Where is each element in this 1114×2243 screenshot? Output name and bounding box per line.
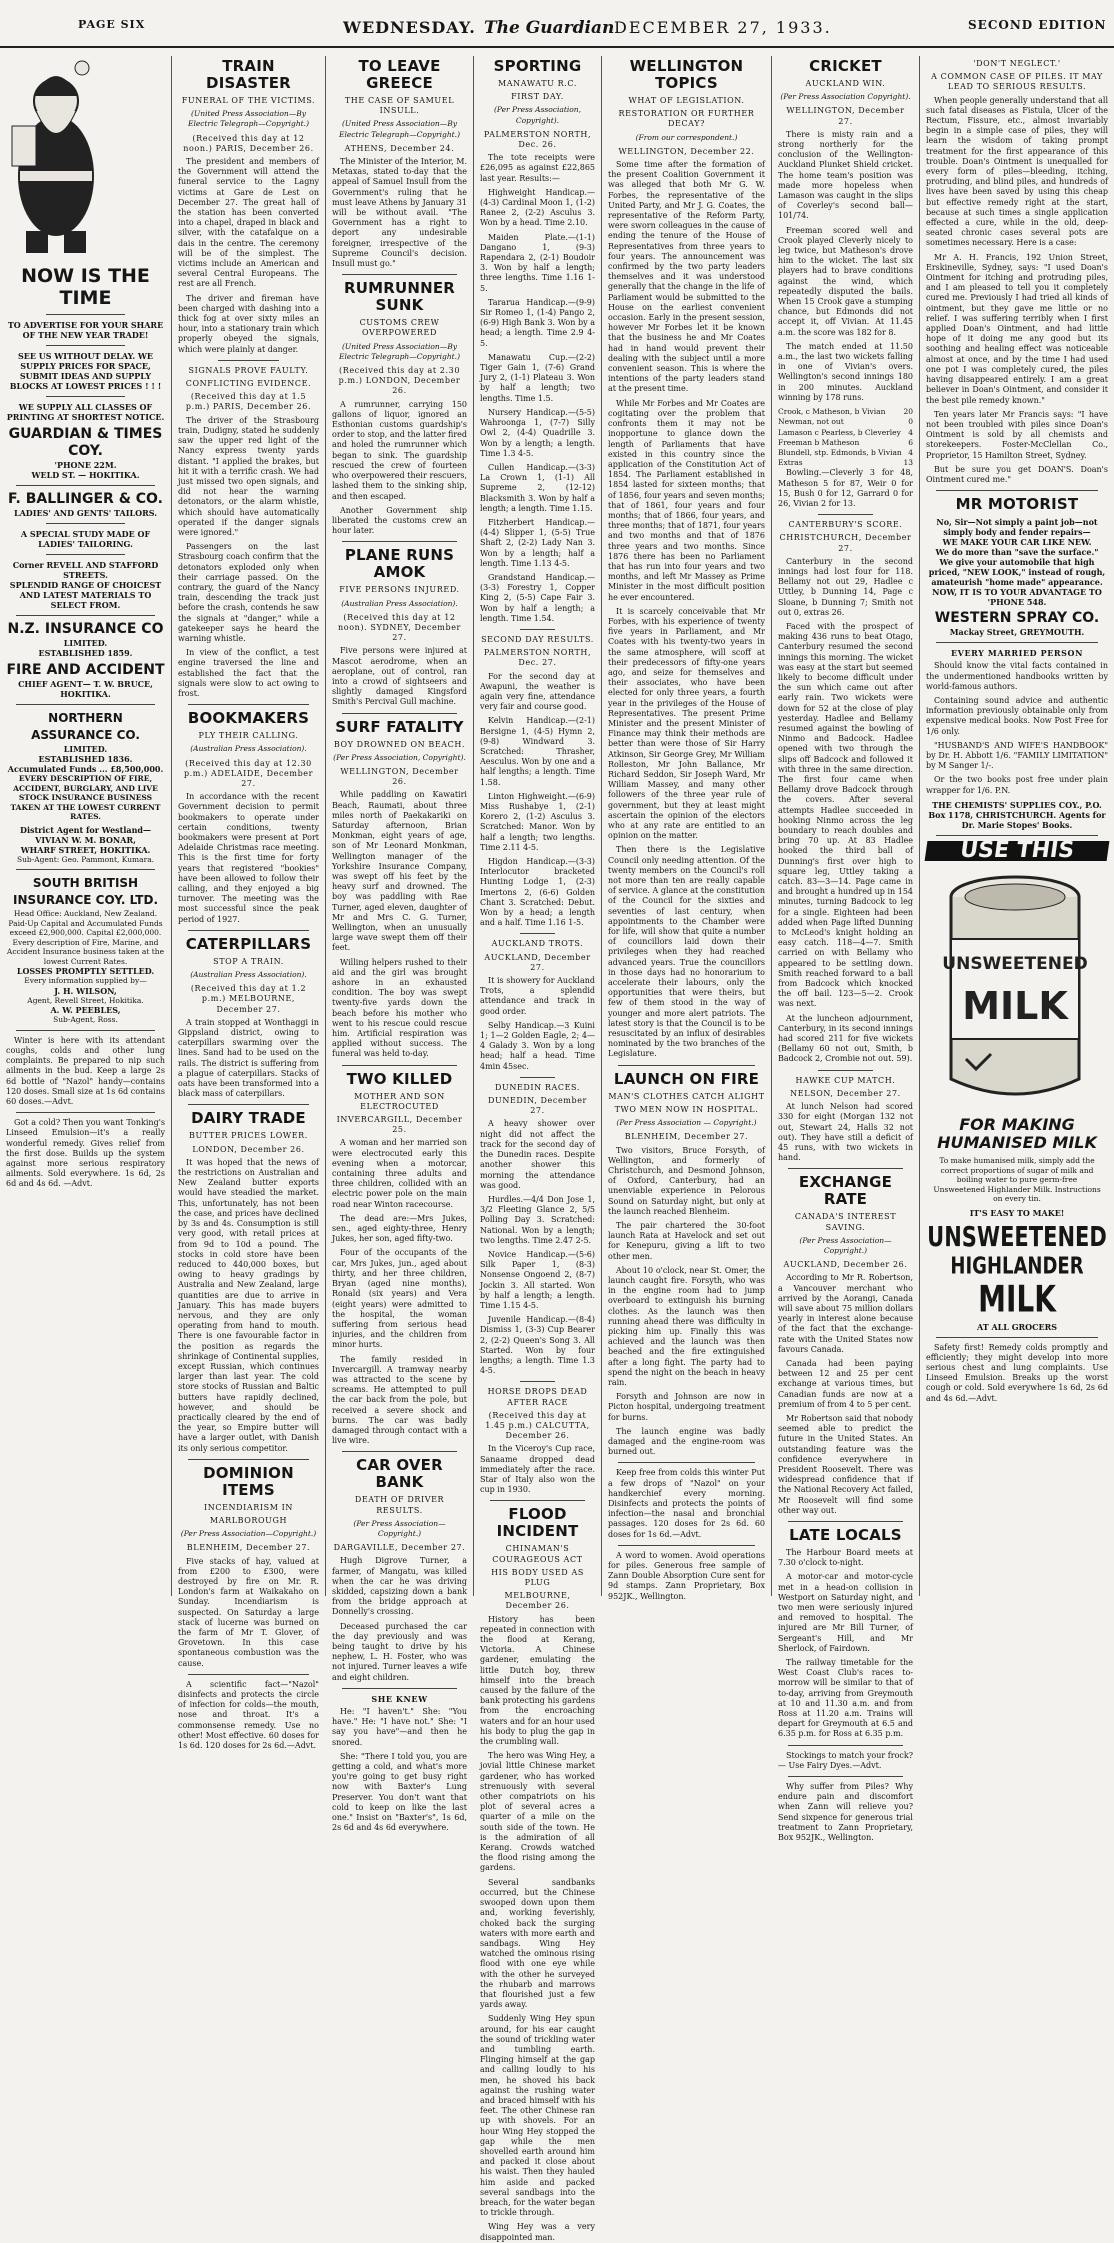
- column-5: [602, 56, 772, 1601]
- column-3: [326, 56, 474, 1833]
- runs-entry: 20: [903, 407, 913, 417]
- horse-drops-dead-subhead: HORSE DROPS DEAD AFTER RACE: [487, 1387, 588, 1407]
- race-result: Tararua Handicap.—(9-9) Sir Romeo 1, (1-4) Pango 2, (6-9) High Bank 3. Won by a head; a length. Time 2.9 4-5.: [480, 297, 595, 348]
- every-description-text: EVERY DESCRIPTION OF FIRE, ACCIDENT, BURGLARY, AND LIVE STOCK INSURANCE BUSINESS TAKEN AT THE LOWEST CURRENT RATES.: [10, 774, 161, 822]
- page-number: PAGE SIX: [78, 18, 146, 31]
- surf-received: WELLINGTON, December 26.: [340, 766, 459, 787]
- launch-paragraph: About 10 o'clock, near St. Omer, the launch caught fire. Forsyth, who was in the engine room had to jump overboard to extinguish his burning clothes. As the launch was then running ahead there was difficulty in picking him up. Finally this was achieved and the launch was then beached and the fire extinguished after a long fight. The party had to spend the night on the beach in heavy rain.: [608, 1265, 765, 1387]
- dairy-trade-headline: DAIRY TRADE: [191, 1109, 306, 1128]
- married-paragraph: Or the two books post free under plain wrapper for 1/6. P.N.: [926, 775, 1108, 795]
- plane-amok-headline: PLANE RUNS AMOK: [344, 546, 455, 582]
- dont-neglect-heading: 'DON'T NEGLECT.': [973, 59, 1061, 68]
- signals-paragraph: In view of the conflict, a test engine traversed the line and established the fact that the signals were slow to act owing to frost.: [178, 648, 319, 698]
- corner-streets-text: Corner REVELL AND STAFFORD STREETS.: [12, 560, 159, 581]
- train-paragraph: The driver and fireman have been charged with dashing into a thick fog at over sixty miles an hour, into a stationary train which properly obeyed the signals, which were plainly at danger.: [178, 293, 319, 354]
- wellington-paragraph: While Mr Forbes and Mr Coates are cogitating over the problem that confronts them it may not be inopportune to glance down the length of Parliaments that have existed in this country since the application of the Constitution Act of 1854. The Parliament established in 1854 lasted for sixteen months; that of 1856, four years and seven months; that of 1861, four years and four months; that of 1866, four years, and three months; that of 1871, four years and two months and that of 1876 three years and two months. Since 1876 there has been no Parliament that has run into four years and two months, and left Mr Massey as Prime Minister in the most difficult position he ever encountered.: [608, 398, 765, 602]
- caterpillars-credit: (Australian Press Association).: [190, 970, 307, 980]
- cricket-scorecard: [778, 407, 913, 468]
- wellington-received: WELLINGTON, December 22.: [618, 146, 755, 156]
- cricket-received: WELLINGTON, December 27.: [786, 106, 905, 126]
- dominion-credit: (Per Press Association—Copyright.): [180, 1529, 317, 1539]
- wharf-street-text: WHARF STREET, HOKITIKA.: [20, 844, 151, 855]
- humanised-milk-heading: FOR MAKING HUMANISED MILK: [937, 1115, 1097, 1153]
- horse-received: (Received this day at 1.45 p.m.) CALCUTTA, December 26.: [485, 1410, 590, 1441]
- neglect-paragraph: When people generally understand that all such fatal diseases as Fistula, Ulcer of the Rectum, Fissure, etc., almost invariably begin in a simple case of piles, they will learn the wisdom of taking prompt treatment for the first appearance of this trouble. Doan's Ointment is unequalled for every form of piles—bleeding, itching, protruding, and blind piles, and hundreds of lives have been saved by using this cheap but effective remedy right at the start, because at such times a single application effected a cure, while in the old, deep-seated chronic cases several pots are sometimes necessary. Here is a case:: [926, 95, 1108, 248]
- advertise-text: TO ADVERTISE FOR YOUR SHARE OF THE NEW YEAR TRADE!: [7, 320, 164, 341]
- exchange-paragraph: Mr Robertson said that nobody seemed able to predict the future in the United States. An outstanding feature was the confidence everywhere in President Roosevelt. There was widespread confidence that if the National Recovery Act failed, Mr Roosevelt will find some other way out.: [778, 1413, 913, 1515]
- rumrunner-paragraph: A rumrunner, carrying 150 gallons of liquor, ignored an Esthonian customs guardship's order to stop, and the latter fired and holed the rumrunner which began to sink. The guardship rescued the crew of fourteen who overpowered their rescuers, lashed them to the sinking ship, and then escaped.: [332, 399, 467, 501]
- signals-paragraph: The driver of the Strasbourg train, Dudigny, stated he suddenly saw the upper red light of the Nancy express twenty yards distant. "I applied the brakes, but hit it with a terrific crash. We had just missed two open signals, and did not hear the warning detonators, or the alarm whistle, which should have automatically operated if the danger signals were ignored.": [178, 415, 319, 537]
- can-label-milk: MILK: [962, 983, 1068, 1028]
- race-result: Nursery Handicap.—(5-5) Wahroonga 1, (7-7) Silly Owl 2, (4-4) Quadrille 3. Won by a length; a length. Time 1.3 4-5.: [480, 407, 595, 458]
- exchange-received: AUCKLAND, December 26.: [783, 1260, 908, 1270]
- plane-credit: (Australian Press Association).: [341, 598, 458, 608]
- race-result: Highweight Handicap.—(4-3) Cardinal Moon 1, (1-2) Ranee 2, (2-2) Asculus 3. Won by a head. Time 2.10.: [480, 187, 595, 228]
- train-paragraph: The president and members of the Government will attend the funeral service to the Lagny victims at Gare de Lest on December 27. The great hall of the station has been converted into a chapel, draped in black and silver, with the catafalque on a dais in the centre. The ceremony will be of the simplest. The victims include an American and several Central Europeans. The rest are all French.: [178, 157, 319, 289]
- canterbury-paragraph: At the luncheon adjournment, Canterbury, in its second innings had scored 211 for five wickets (Bellamy 60 not out, Smith, b Badcock 2, Crombie not out. 59).: [778, 1013, 913, 1064]
- nz-limited: LIMITED.: [63, 638, 108, 649]
- bookmakers-headline: BOOKMAKERS: [187, 709, 310, 728]
- killed-paragraph: Four of the occupants of the car, Mrs Jukes, jun., aged about thirty, and her three children, Bryan (aged nine months), Ronald (six years) and Vera (eight years) were admitted to the hospital, the woman suffering from serious head injuries, and the children from minor hurts.: [332, 1248, 467, 1350]
- cricket-bowling: Bowling.—Cleverly 3 for 48, Matheson 5 for 87, Weir 0 for 15, Bush 0 for 12, Garrard 0 for 26, Vivian 2 for 13.: [778, 468, 913, 508]
- cricket-credit: (Per Press Association Copyright).: [780, 92, 911, 102]
- zann-advert: Why suffer from Piles? Why endure pain and discomfort when Zann will relieve you? Send sixpence for generous trial treatment to Zann Proprietary, Box 952JK., Wellington.: [778, 1782, 913, 1843]
- neglect-paragraph: Ten years later Mr Francis says: "I have not been troubled with piles since Doan's Ointment is sold by all chemists and storekeepers. Foster-McClellan Co., Proprietor, 15 Hamilton Street, Sydney.: [926, 409, 1108, 460]
- bookmakers-received: (Received this day at 12.30 p.m.) ADELAIDE, December 27.: [183, 758, 314, 788]
- race-result: For the second day at Awapuni, the weather is again very fine, attendance very fair and course good.: [480, 671, 595, 712]
- every-description-2-text: Every description of Fire, Marine, and Accident Insurance business taken at the lowest Current Rates.: [6, 937, 165, 966]
- batsman-entry: Crook, c Matheson, b Vivian: [778, 407, 886, 417]
- stockings-advert: Stockings to match your frock?— Use Fairy Dyes.—Advt.: [778, 1750, 913, 1770]
- rumrunner-received: (Received this day at 2.30 p.m.) LONDON, December 26.: [338, 366, 461, 396]
- surf-paragraph: While paddling on Kawatiri Beach, Raumati, about three miles north of Paekakariki on Saturday afternoon, Brian Monkman, eight years of age, son of Mr Leonard Monkman, Wellington manager of the Yorkshire Insurance Company, was swept off his feet by the heavy surf and drowned. The boy was paddling with Rae Turner, aged eleven, daughter of Mr and Mrs C. G. Turner, Wellington, when an unusually large wave swept them off their feet.: [332, 790, 467, 953]
- second-day-received: PALMERSTON NORTH, Dec. 27.: [483, 648, 592, 668]
- she-knew-paragraph: He: "I haven't." She: "You have." He: "I have not." She: "I say you have"—and then he snored.: [332, 1707, 467, 1747]
- signals-paragraph: Passengers on the last Strasbourg coach confirm that the detonators exploded only when their carriage passed. On the contrary, the guard of the Nancy train, descending the track just before the crash, contends he saw the signals at "danger," while a gatekeeper says he heard the warning whistle.: [178, 542, 319, 643]
- milk-tin-illustration: [926, 869, 1104, 1109]
- dominion-items-headline: DOMINION ITEMS: [203, 1463, 294, 1499]
- locals-paragraph: The railway timetable for the West Coast Club's races to-morrow will be similar to that of to-day, arriving from Greymouth at 10 and 11.30 a.m. and from Ross at 11.20 a.m. Trains will depart for Greymouth at 6.5 and 6.35 p.m. for Ross at 6.35 p.m.: [778, 1658, 913, 1739]
- bank-subhead: DEATH OF DRIVER RESULTS.: [354, 1495, 445, 1515]
- masthead: [0, 0, 1114, 48]
- batsman-entry: Lamason c Pearless, b Cleverley: [778, 427, 901, 437]
- flood-paragraph: History has been repeated in connection with the flood at Kerang, Victoria. A Chinese gardener, emulating the little Dutch boy, threw himself into the breach caused by the failure of the bank protecting his gardens from the encroaching waters and for an hour used his body to plug the gap in the crumbling wall.: [480, 1614, 595, 1747]
- bookmakers-credit: (Australian Press Association).: [190, 744, 307, 754]
- rumrunner-paragraph: Another Government ship liberated the customs crew an hour later.: [332, 505, 467, 536]
- bank-paragraph: Deceased purchased the car the day previously and was being taught to drive by his nephew, L. H. Foster, who was not injured. Turner leaves a wife and eight children.: [332, 1621, 467, 1682]
- column-6: [772, 56, 920, 1843]
- race-result: Higdon Handicap.—(3-3) Interlocutor bracketed Hunting Lodge 1, (2-3) Imertons 2, (6-6) Golden Chant 3. Scratched: Debut. Won by a head; a length and a half. Time 1.16 1-5.: [480, 857, 595, 928]
- dominion-paragraph: Five stacks of hay, valued at from £200 to £300, were destroyed by fire on Mr. R. London's farm at Waikakaho on Sunday. Incendiarism is suspected. On Saturday a large stack of lucerne was burned on the farm of Mr T. Glover, of Grovetown. In this case spontaneous combustion was the cause.: [178, 1556, 319, 1668]
- greece-credit: (United Press Association—By Electric Telegraph—Copyright.): [338, 119, 460, 139]
- safety-first-advert: Safety first! Remedy colds promptly and efficiently; they might develop into more serious chest and lung complaints. Use Linseed Emulsion. Breaks up the worst cough or cold. Sold everywhere 1s 6d, 2s 6d and 4s 6d.—Advt.: [926, 1342, 1108, 1403]
- locals-paragraph: A motor-car and motor-cycle met in a head-on collision in Westport on Saturday night, and two men were seriously injured and removed to hospital. The injured are Mr Bill Turner, of Sergeant's Hill, and Mr Sherlock, of Fairdown.: [778, 1572, 913, 1653]
- runs-entry: 0: [908, 417, 913, 427]
- wellington-paragraph: It is scarcely conceivable that Mr Forbes, with his experience of twenty five years in Parliament, and Mr Coates with his twenty-two years in the same atmosphere, will scoff at their predecessors of fifty-one years ago, and seize for themselves and their associates, who have been elected for only three years, a fourth year in the privileges of the House of Representatives. The present Prime Minister and the present Minister of Finance may think their methods are better than were those of Sir Harry Atkinson, Sir George Grey, Mr William Rolleston, Mr John Ballance, Mr Richard Seddon, Sir Joseph Ward, Mr William Massey, and many other followers of the three year rule of government, but they at least might ascertain the opinion of the electors who at any rate are entitled to an opinion on the matter.: [608, 606, 765, 841]
- scorecard-row: [778, 417, 913, 427]
- caterpillars-paragraph: A train stopped at Wonthaggi in Gippsland district, owing to caterpillars swarming over the lines. Sand had to be used on the rails. The district is suffering from a plague of caterpillars. Stacks of oats have been transformed into a black mass of caterpillars.: [178, 1017, 319, 1099]
- sporting-credit: (Per Press Association, Copyright).: [493, 105, 582, 125]
- nz-established: ESTABLISHED 1859.: [38, 648, 133, 659]
- sporting-received: PALMERSTON NORTH, Dec. 26.: [483, 129, 592, 150]
- flood-paragraph: Suddenly Wing Hey spun around, for his ear caught the sound of trickling water and tumbling earth. Flinging himself at the gap and calling loudly to his men, he shoved his back against the rushing water and braced himself with his feet. The other Chinese ran up with shovels. For an hour Wing Hey stopped the gap while the men shovelled earth around him and packed it close about his waist. Then they hauled him aside and packed several sandbags into the breach, for the water began to trickle through.: [480, 2014, 595, 2218]
- cricket-headline: CRICKET: [809, 57, 882, 75]
- motorist-line: We do more than "save the surface.": [935, 547, 1099, 558]
- auckland-received: AUCKLAND, December 27.: [484, 952, 591, 972]
- race-result: Hurdles.—4/4 Don Jose 1, 3/2 Fleeting Glance 2, 5/5 Polling Day 3. Scratched: National. Won by a length; two lengths. Time 2.47 2-5.: [480, 1194, 595, 1245]
- northern-limited: LIMITED.: [63, 744, 108, 755]
- neglect-paragraph: Mr A. H. Francis, 192 Union Street, Erskineville, Sydney, says: "I used Doan's Ointment for itching and protruding piles, and I am pleased to tell you it completely cured me. Previously I had tried all kinds of ointment, but they gave me little or no relief. I was suffering terribly when I first applied Doan's Ointment, and had little hope of it doing me any good but its soothing and healing effect was noticeable almost at once, and by the time I had used one pot I was completely cured, the piles having disappeared entirely. I am a great believer in Doan's Ointment, and consider it the best pile remedy known.": [926, 252, 1108, 405]
- race-result: Novice Handicap.—(5-6) Silk Paper 1, (8-3) Nonsense Ongoend 2, (8-7) Jockin 3. All started. Won by half a length; a length. Time 1.15 4-5.: [480, 1249, 595, 1310]
- flood-paragraph: Several sandbanks occurred, but the Chinese swooped down upon them and, working feverishly, choked back the surging waters with more earth and sandbags. Wing Hey watched the ominous rising flood with one eye while with the other he surveyed the rhubarb and marrows that flourished just a few yards away.: [480, 1877, 595, 2010]
- exchange-paragraph: Canada had been paying between 12 and 25 per cent exchange at various times, but Canadian funds are now at a premium of from 4 to 5 per cent.: [778, 1358, 913, 1409]
- canterbury-received: CHRISTCHURCH, December 27.: [779, 533, 912, 553]
- canterbury-paragraph: Canterbury in the second innings had lost four for 118. Bellamy not out 29, Hadlee c Uttley, b Dunning 14, Page c Sloane, b Dunning 7; Smith not out 0, extras 26.: [778, 556, 913, 617]
- wellington-subhead: WHAT OF LEGISLATION.: [628, 96, 745, 105]
- wellington-paragraph: Then there is the Legislative Council only needing attention. Of the twenty members on the Council's roll not more than ten are really capable of service. A glance at the constitution of the Council for the sixties and seventies of last century, when appointments to the Chamber were for life, will show that quite a number of councillors laid down their privileges when they had reached advanced years. True the councillors in those days had no honorarium to accelerate their labours, only the opportunities that were theirs, but few of them stood in the way of younger and more alert patriots. The latest story is that the Council is to be resuscitated by an influx of desirables nominated by the two branches of the Legislature.: [608, 845, 765, 1059]
- race-result: Grandstand Handicap.—(3-3) Forestry 1, Copper King 2, (5-5) Cape Fair 3. Won by half a length; a length. Time 1.54.: [480, 572, 595, 623]
- train-disaster-headline: TRAIN DISASTER: [206, 57, 291, 92]
- runs-entry: 6: [908, 437, 913, 447]
- dominion-subhead-2: MARLBOROUGH: [209, 1515, 288, 1525]
- greece-received: ATHENS, December 24.: [344, 143, 455, 153]
- married-paragraph: "HUSBAND'S AND WIFE'S HANDBOOK" by Dr. H. Abbott 1/6. "FAMILY LIMITATION" by M Sanger 1/-.: [926, 740, 1108, 771]
- canterbury-subhead: CANTERBURY'S SCORE.: [788, 520, 903, 530]
- masthead-title: The Guardian: [484, 18, 615, 38]
- info-supplied-text: Every information supplied by—: [24, 976, 147, 986]
- race-result: Cullen Handicap.—(3-3) La Crown 1, (1-1) All Supreme 2, (12-12) Blacksmith 3. Won by half a length; a length. Time 1.15.: [480, 462, 595, 513]
- cricket-paragraph: There is misty rain and a strong northerly for the conclusion of the Wellington-Auckland Plunket Shield cricket. The home team's position was made more hopeless when Lamason was caught in the slips of Coverley's second ball—101/74.: [778, 129, 913, 221]
- launch-on-fire-headline: LAUNCH ON FIRE: [613, 1069, 760, 1088]
- column-7: [920, 56, 1114, 1596]
- married-paragraph: Containing sound advice and authentic information previously obtainable only from expensive medical books. Now Post Free for 1/6 only.: [926, 695, 1108, 736]
- batsman-entry: Freeman b Matheson: [778, 437, 860, 447]
- sporting-subhead: MANAWATU R.C.: [498, 79, 577, 88]
- race-result: Kelvin Handicap.—(2-1) Bersigne 1, (4-5) Hymn 2, (9-8) Windward 3. Scratched: Thrasher, Aesculus. Won by one and a half lengths; a length. Time 1.58.: [480, 716, 595, 787]
- race-result: Linton Highweight.—(6-9) Miss Rushabye 1, (2-1) Korero 2, (1-2) Asculus 3. Scratched: Manor. Won by half a length; two lengths. Time 2.11 4-5.: [480, 791, 595, 852]
- cricket-paragraph: Freeman scored well and Crook played Cleverly nicely to leg twice, but Matheson's drove him to the wicket. The last six players had to brave conditions against the wind, which repeatedly disputed the bails. When 15 Crook gave a stumping chance, but Edmonds did not accept it, off Vivian. At 11.45 a.m. the score was 182 for 8.: [778, 225, 913, 337]
- cricket-subhead: AUCKLAND WIN.: [805, 79, 886, 88]
- caterpillars-headline: CATERPILLARS: [185, 934, 312, 953]
- car-over-bank-headline: CAR OVER BANK: [356, 1456, 443, 1492]
- scorecard-row: [778, 458, 913, 468]
- launch-paragraph: The pair chartered the 30-foot launch Rata at Havelock and set out for Kenepuru, giving a lift to two other men.: [608, 1220, 765, 1261]
- wellington-topics-headline: WELLINGTON TOPICS: [629, 57, 744, 92]
- wellington-paragraph: Some time after the formation of the present Coalition Government it was alleged that both Mr G. W. Forbes, the representative of the United Party, and Mr J. G. Coates, the representative of the Reform Party, were sworn colleagues in the cause of ending the tenure of the House of Representatives from three years to four years. The announcement was confirmed by the two party leaders themselves and it was understood generally that the change in the life of Parliament would be submitted to the House on the earliest convenient occasion. Early in the present session, however Mr Forbes let it be known that the business he and Mr Coates had in hand would prevent their dealing with the subject until a more convenient season. This is where the intentions of the party leaders stand at the present time.: [608, 160, 765, 394]
- motorist-line: NOW, IT IS TO YOUR ADVANTAGE TO 'PHONE 548.: [932, 587, 1102, 608]
- santa-claus-illustration: [6, 56, 106, 256]
- all-grocers-text: AT ALL GROCERS: [976, 1321, 1058, 1332]
- motorist-line: No, Sir—Not simply a paint job—not simply body and fender repairs—: [936, 517, 1098, 538]
- scorecard-row: [778, 438, 913, 448]
- nazol-advert: A scientific fact—"Nazol" disinfects and protects the circle of infection for colds—the mouth, nose and throat. It's a commonsense remedy. Use no other! Most effective. 60 doses for 1s 6d. 120 doses for 2s 6d.—Advt.: [178, 1679, 319, 1751]
- batsman-entry: Newman, not out: [778, 417, 844, 427]
- race-result: It is showery for Auckland Trots, a splendid attendance and track in good order.: [480, 976, 595, 1016]
- nz-insurance-heading: N.Z. INSURANCE CO: [7, 621, 164, 638]
- bank-paragraph: Hugh Digrove Turner, a farmer, of Mangatu, was killed when the car he was driving skidded, capsizing down a bank from the bridge approach at Donnelly's crossing.: [332, 1556, 467, 1617]
- weld-street-text: WELD ST. — HOKITIKA.: [31, 470, 140, 481]
- race-result: The tote receipts were £26,095 as against £22,865 last year. Results:—: [480, 153, 595, 183]
- mr-motorist-headline: MR MOTORIST: [955, 495, 1079, 514]
- motorist-line: We give your automobile that high priced, "NEW LOOK," instead of rough, amateurish "home made" appearance.: [928, 557, 1106, 588]
- killed-paragraph: A woman and her married son were electrocuted early this evening when a motorcar, containing three adults and three children, collided with an electric power pole on the main road near Winton racecourse.: [332, 1138, 467, 1209]
- train-credit: (United Press Association—By Electric Telegraph—Copyright.): [187, 109, 309, 129]
- piles-advert: A word to women. Avoid operations for piles. Generous free sample of Zann Double Absorption Cure sent for 9d stamps. Zann Proprietary, Box 952JK., Wellington.: [608, 1550, 765, 1601]
- dunedin-received: DUNEDIN, December 27.: [488, 1096, 587, 1116]
- she-knew-paragraph: She: "There I told you, you are getting a cold, and what's more you're going to get busy right now with Baxter's Lung Preserver. You don't want that cold to keep on like the last one." Insist on "Baxter's", 1s 6d, 2s 6d and 4s 6d everywhere.: [332, 1751, 467, 1833]
- wilson-name: J. H. WILSON,: [54, 985, 117, 996]
- married-paragraph: Should know the vital facts contained in the undermentioned handbooks written by world-famous authors.: [926, 661, 1108, 691]
- signals-subhead: SIGNALS PROVE FAULTY.: [188, 365, 309, 375]
- two-killed-headline: TWO KILLED: [346, 1069, 453, 1088]
- winter-advert: Winter is here with its attendant coughs, colds and other lung complaints. Be prepared to nip such ailments in the bud. Keep a large 2s 6d bottle of "Nazol" handy—contains 120 doses. Small size at 1s 6d contains 60 doses.—Advt.: [6, 1035, 165, 1106]
- materials-text: SPLENDID RANGE OF CHOICEST AND LATEST MATERIALS TO SELECT FROM.: [9, 580, 162, 611]
- exchange-rate-headline: EXCHANGE RATE: [798, 1173, 893, 1209]
- killed-paragraph: The family resided in Invercargill. A tramway nearby was attracted to the scene by screams. He attempted to pull the car back from the pole, but received a severe shock and burns. The car was badly damaged through contact with a live wire.: [332, 1354, 467, 1446]
- batsman-entry: Extras: [778, 458, 803, 468]
- dunedin-races-subhead: DUNEDIN RACES.: [494, 1082, 580, 1092]
- bookmakers-subhead: PLY THEIR CALLING.: [198, 731, 299, 741]
- neglect-subhead: A COMMON CASE OF PILES. IT MAY LEAD TO SERIOUS RESULTS.: [931, 72, 1103, 92]
- column-4: [474, 56, 602, 2242]
- sporting-first-day: FIRST DAY.: [511, 92, 564, 102]
- neglect-paragraph: But be sure you get DOAN'S. Doan's Ointment cured me.": [926, 464, 1108, 484]
- race-result: Manawatu Cup.—(2-2) Tiger Gain 1, (7-6) Grand Jury 2, (1-1) Plateau 3. Won by half a length; two lengths. Time 1.5.: [480, 352, 595, 403]
- district-agent-text: District Agent for Westland—: [20, 824, 151, 835]
- can-label-unsweetened: UNSWEETENED: [942, 953, 1088, 974]
- dairy-received: LONDON, December 26.: [192, 1144, 305, 1154]
- second-day-subhead: SECOND DAY RESULTS.: [481, 634, 594, 644]
- peebles-address: Sub-Agent, Ross.: [53, 1015, 118, 1025]
- locals-paragraph: The Harbour Board meets at 7.30 o'clock to-night.: [778, 1548, 913, 1568]
- caterpillars-received: (Received this day at 1.2 p.m.) MELBOURNE, December 27.: [190, 984, 307, 1014]
- flood-subhead: CHINAMAN'S COURAGEOUS ACT: [492, 1544, 583, 1564]
- colds-advert: Keep free from colds this winter Put a few drops of "Nazol" on your handkerchief every morning. Disinfects and protects the points of infection—the nasal and bronchial passages. 120 doses for 2s 6d. 60 doses for 1s 6d.—Advt.: [608, 1468, 765, 1539]
- tailors-text: LADIES' AND GENTS' TAILORS.: [13, 508, 158, 519]
- tonking-advert: Got a cold? Then you want Tonking's Linseed Emulsion—it's a really wonderful remedy. Gives relief from the first dose. Builds up the system against more serious respiratory ailments. Sold everywhere. 1s 6d, 2s 6d and 4s 6d. —Advt.: [6, 1118, 165, 1189]
- column-2: [172, 56, 326, 1751]
- milk-heading: MILK: [978, 1277, 1056, 1321]
- ladies-tailoring-text: A SPECIAL STUDY MADE OF LADIES' TAILORING.: [20, 529, 151, 550]
- auckland-trots-subhead: AUCKLAND TROTS.: [491, 939, 584, 949]
- cricket-paragraph: The match ended at 11.50 a.m., the last two wickets falling in one of Vivian's overs. Wellington's second innings 180 in 200 minutes. Auckland winning by 178 runs.: [778, 341, 913, 402]
- northern-established: ESTABLISHED 1836.: [38, 754, 133, 765]
- wellington-subhead-2: RESTORATION OR FURTHER DECAY?: [618, 109, 755, 129]
- dairy-subhead: BUTTER PRICES LOWER.: [189, 1131, 308, 1141]
- race-result: Selby Handicap.—3 Kuini 1; 1—2 Golden Eagle, 2; 4—4 Galady 3. Won by a long head; half a head. Time 4min 45sec.: [480, 1020, 595, 1071]
- flood-paragraph: Wing Hey was a very disappointed man.: [480, 2222, 595, 2242]
- easy-to-make-text: IT'S EASY TO MAKE!: [969, 1207, 1065, 1218]
- surf-paragraph: Willing helpers rushed to their aid and the girl was brought ashore in an exhausted condition. The boy was swept twenty-five yards down the beach before his mother who went to his rescue could rescue him. Artificial respiration was applied without success. The funeral was held to-day.: [332, 957, 467, 1059]
- vivian-bonar-text: VIVIAN W. M. BONAR,: [35, 834, 136, 845]
- surf-subhead: BOY DROWNED ON BEACH.: [333, 739, 466, 749]
- hawke-paragraph: At lunch Nelson had scored 330 for eight (Morgan 132 not out, Stewart 24, Halls 32 not out). They have still a deficit of 45 runs, with two wickets in hand.: [778, 1102, 913, 1163]
- rumrunner-subhead: CUSTOMS CREW OVERPOWERED: [359, 318, 440, 338]
- sub-agent-text: Sub-Agent: Geo. Pammont, Kumara.: [16, 854, 155, 864]
- masthead-date: DECEMBER 27, 1933.: [614, 18, 832, 37]
- launch-received: BLENHEIM, December 27.: [624, 1132, 749, 1142]
- conflicting-subhead: CONFLICTING EVIDENCE.: [185, 379, 312, 389]
- plane-received: (Received this day at 12 noon). SYDNEY, December 27.: [338, 612, 461, 643]
- rumrunner-credit: (United Press Association—By Electric Telegraph—Copyright.): [338, 341, 460, 361]
- plane-subhead: FIVE PERSONS INJURED.: [339, 585, 460, 595]
- race-result: Maiden Plate.—(1-1) Dangano 1, (9-3) Rapendara 2, (2-1) Boudoir 3. Won by half a length; three lengths. Time 1.16 1-5.: [480, 232, 595, 293]
- losses-settled-text: LOSSES PROMPTLY SETTLED.: [16, 966, 155, 977]
- scorecard-row: [778, 448, 913, 458]
- signals-received: (Received this day at 1.5 p.m.) PARIS, December 26.: [185, 392, 312, 412]
- launch-subhead: MAN'S CLOTHES CATCH ALIGHT: [608, 1091, 765, 1101]
- humanised-instructions: To make humanised milk, simply add the correct proportions of sugar of milk and boiling water to pure germ-free Unsweetened Highlander Milk. Instructions on every tin.: [933, 1156, 1101, 1204]
- exchange-credit: (Per Press Association— Copyright.): [799, 1235, 892, 1255]
- masthead-day: WEDNESDAY.: [343, 18, 476, 37]
- plane-paragraph: Five persons were injured at Mascot aerodrome, when an aeroplane, out of control, ran into a crowd of sightseers and slightly damaged Kingsford Smith's Percival Gull machine.: [332, 646, 467, 707]
- accumulated-funds: Accumulated Funds ... £8,500,000.: [7, 764, 164, 775]
- see-us-text: SEE US WITHOUT DELAY. WE SUPPLY PRICES FOR SPACE, SUBMIT IDEAS AND SUPPLY BLOCKS AT LOWEST PRICES ! ! !: [9, 351, 162, 392]
- column-advertisements: [0, 56, 172, 1596]
- launch-paragraph: Two visitors, Bruce Forsyth, of Wellington, and formerly of Christchurch, and Desmond Johnson, of Oxford, Canterbury, had an unenviable experience in Pelorous Sound on Saturday night, but only at the launch reached Blenheim.: [608, 1145, 765, 1216]
- runs-entry: 13: [903, 458, 913, 468]
- runs-entry: 4: [908, 447, 913, 457]
- batsman-entry: Blundell, stp. Edmonds, b Vivian: [778, 447, 902, 457]
- killed-paragraph: The dead are:—Mrs Jukes, sen., aged eighty-three, Henry Jukes, her son, aged fifty-two.: [332, 1213, 467, 1244]
- chemists-supplies: THE CHEMISTS' SUPPLIES COY., P.O. Box 1178, CHRISTCHURCH. Agents for Dr. Marie Stopes' Books.: [928, 799, 1106, 830]
- race-result: A heavy shower over night did not affect the track for the second day of the Dunedin races. Despite another shower this morning the attendance was good.: [480, 1119, 595, 1190]
- train-subhead: FUNERAL OF THE VICTIMS.: [181, 96, 316, 105]
- bookmakers-paragraph: In accordance with the recent Government decision to permit bookmakers to operate under certain conditions, twenty bookmakers were present at Port Adelaide Christmas race meeting. This is the first time for forty years that registered "bookies" have been allowed to follow their calling, and they enjoyed a big turnover. The meeting was the most successful since the peak period of 1927.: [178, 792, 319, 924]
- bank-credit: (Per Press Association— Copyright.): [353, 1518, 446, 1538]
- flood-subhead-2: HIS BODY USED AS PLUG: [491, 1567, 584, 1587]
- exchange-paragraph: According to Mr R. Robertson, a Vancouver merchant who arrived by the Aorangi, Canada will save about 75 million dollars yearly in interest alone because of the fact that the exchange-rate with the United States now favours Canada.: [778, 1273, 913, 1354]
- canterbury-paragraph: Faced with the prospect of making 436 runs to beat Otago, Canterbury resumed the second innings this morning. The wicket was easy at the start but seemed likely to become difficult under the sun which came out after early rain. Two wickets were down for 52 at the close of play yesterday. Hadlee and Bellamy resumed against the bowling of Ninmo and Badcock. Hadlee opened with two through the slips off Badcock and followed it with three in the same direction. The first four came when Bellamy drove Badcock through the covers. After several attempts Hadlee succeeded in hooking Ninmo across the leg boundary to reach doubles and bring 70 up. At 83 Hadlee hooked the third ball of Dunning's first over high to square leg, Uttley taking a catch. 83—3—14. Page came in and brought a hundred up in 154 minutes, turning Badcock to leg for a single. Eighteen had been added when Page lifted Dunning to McLeod's knight holding an easy catch. 118—4—7. Smith carried on with Bellamy who appeared to be settling down. Smith reached forward to a ball from Badcock which knocked the off bail. 123—5—2. Crook was next.: [778, 621, 913, 1009]
- dominion-subhead: INCENDIARISM IN: [203, 1502, 294, 1512]
- killed-received: INVERCARGILL, December 25.: [336, 1115, 463, 1135]
- killed-subhead: MOTHER AND SON ELECTROCUTED: [354, 1091, 445, 1111]
- wilson-address: Agent, Revell Street, Hokitika.: [27, 995, 144, 1005]
- horse-paragraph: In the Viceroy's Cup race, Sanaame dropped dead immediately after the race. Star of Italy also won the cup in 1930.: [480, 1444, 595, 1495]
- peebles-name: A. W. PEEBLES,: [50, 1005, 121, 1016]
- launch-credit: (Per Press Association — Copyright.): [616, 1118, 757, 1128]
- fire-accident-heading: FIRE AND ACCIDENT: [6, 662, 165, 679]
- surf-credit: (Per Press Association, Copyright).: [333, 752, 466, 762]
- launch-subhead-2: TWO MEN NOW IN HOSPITAL.: [614, 1104, 759, 1114]
- dominion-received: BLENHEIM, December 27.: [186, 1543, 311, 1553]
- western-spray-address: Mackay Street, GREYMOUTH.: [949, 627, 1085, 638]
- wellington-credit: (From our correspondent.): [635, 132, 738, 142]
- now-is-the-time-heading: NOW IS THE TIME: [21, 265, 150, 310]
- highlander-heading: HIGHLANDER: [950, 1252, 1084, 1280]
- sporting-headline: SPORTING: [493, 57, 582, 75]
- head-office-text: Head Office: Auckland, New Zealand. Paid-Up Capital and Accumulated Funds exceed £2,900,000. Capital £2,000,000.: [8, 909, 163, 938]
- rumrunner-headline: RUMRUNNER SUNK: [343, 279, 456, 315]
- flood-paragraph: The hero was Wing Hey, a jovial little Chinese market gardener, who has worked strenuously with several other compatriots on his plot of several acres a quarter of a mile on the south side of the town. He is the admiration of all Kerang. Crowds watched the flood rising among the gardens.: [480, 1751, 595, 1873]
- masthead-edition: SECOND EDITION: [968, 18, 1107, 32]
- northern-assurance-heading: NORTHERN ASSURANCE CO.: [31, 711, 140, 743]
- race-result: Fitzherbert Handicap.—(4-4) Slipper 1, (5-5) True Shaft 2, (2-2) Lady Nan 3. Won by a length; half a length. Time 1.13 4-5.: [480, 517, 595, 568]
- motorist-line: WE MAKE YOUR CAR LIKE NEW.: [942, 537, 1092, 548]
- race-result: Juvenile Handicap.—(8-4) Dismiss 1, (3-3) Cup Bearer 2, (2-2) Queen's Song 3. All Started. Won by four lengths; a length. Time 1.3 4-5.: [480, 1315, 595, 1376]
- chief-agent-text: CHIEF AGENT— T. W. BRUCE, HOKITIKA.: [18, 679, 153, 700]
- greece-subhead: THE CASE OF SAMUEL INSULL.: [344, 96, 455, 116]
- dairy-paragraph: It was hoped that the news of the restrictions on Australian and New Zealand butter exports would have steadied the market. This, unfortunately, has not been the case, and prices have declined by 3s and 4s. Consumption is still very good, with retail prices at from 9d to 10d a pound. The stocks in cold store have been reduced to 440,000 boxes, but owing to heavy gradings by Australia and New Zealand, large quantities are due to arrive in January. This has made buyers nervous, and they are only operating from hand to mouth. There is one favourable factor in the position as regards the shrinkage of Continental supplies, except Russian, which continues larger than last year. The cold store stocks of Russian and Baltic butters have rapidly declined, however, and should be practically cleared by the end of the year, so Empire butter will have a larger outlet, with Danish its only serious competitor.: [178, 1157, 319, 1453]
- printing-text: WE SUPPLY ALL CLASSES OF PRINTING AT SHORTEST NOTICE.: [6, 402, 165, 423]
- hawke-cup-subhead: HAWKE CUP MATCH.: [795, 1075, 896, 1085]
- train-received: (Received this day at 12 noon.) PARIS, December 26.: [183, 133, 314, 153]
- caterpillars-subhead: STOP A TRAIN.: [213, 956, 284, 966]
- unsweetened-heading: UNSWEETENED: [927, 1221, 1107, 1253]
- flood-incident-headline: FLOOD INCIDENT: [496, 1505, 579, 1541]
- ballinger-heading: F. BALLINGER & CO.: [8, 491, 163, 508]
- hawke-received: NELSON, December 27.: [790, 1088, 901, 1098]
- greece-paragraph: The Minister of the Interior, M. Metaxas, stated to-day that the appeal of Samuel Insull from the Government's ruling that he must leave Athens by January 31 will be without avail. "The Government has a right to deport any undesirable foreigner, irrespective of the Supreme Council's decision. Insull must go.": [332, 157, 467, 269]
- exchange-subhead: CANADA'S INTEREST SAVING.: [794, 1212, 897, 1232]
- guardian-times-coy: GUARDIAN & TIMES COY.: [8, 426, 163, 460]
- flood-received: MELBOURNE, December 26.: [504, 1591, 571, 1611]
- launch-paragraph: Forsyth and Johnson are now in Picton hospital, undergoing treatment for burns.: [608, 1392, 765, 1422]
- bank-received: DARGAVILLE, December 27.: [333, 1543, 466, 1553]
- western-spray-heading: WESTERN SPRAY CO.: [934, 610, 1100, 627]
- she-knew-headline: SHE KNEW: [371, 1693, 428, 1704]
- south-british-heading: SOUTH BRITISH INSURANCE COY. LTD.: [12, 876, 159, 908]
- surf-fatality-headline: SURF FATALITY: [335, 717, 464, 736]
- late-locals-headline: LATE LOCALS: [789, 1526, 902, 1544]
- married-person-heading: EVERY MARRIED PERSON: [950, 648, 1084, 659]
- leave-greece-headline: TO LEAVE GREECE: [358, 57, 441, 92]
- launch-paragraph: The launch engine was badly damaged and the engine-room was burned out.: [608, 1426, 765, 1457]
- phone-text: 'PHONE 22M.: [54, 460, 117, 471]
- scorecard-row: [778, 407, 913, 417]
- use-this-banner: USE THIS: [925, 841, 1110, 861]
- scorecard-row: [778, 428, 913, 438]
- runs-entry: 4: [908, 427, 913, 437]
